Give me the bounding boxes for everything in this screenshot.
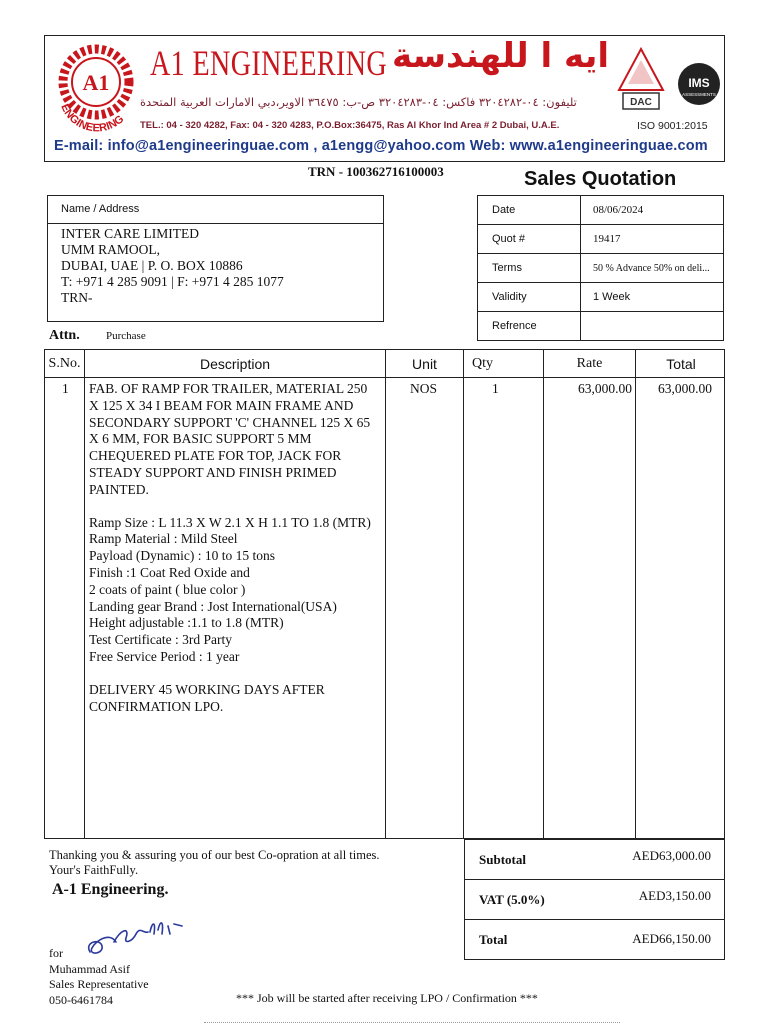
info-label: Terms: [478, 254, 581, 283]
item-description: [89, 381, 389, 731]
ims-badge: [676, 58, 722, 114]
logo-center-text: A1: [82, 70, 110, 95]
dac-badge: [616, 46, 666, 114]
address-label: Name / Address: [61, 203, 140, 215]
subtotal-label: Subtotal: [479, 852, 526, 867]
column-divider: [543, 350, 544, 838]
description-line: Landing gear Brand : Jost International(USA): [89, 598, 337, 614]
info-label: Validity: [478, 283, 581, 312]
column-divider: [463, 350, 464, 838]
info-value: [581, 312, 724, 341]
info-value: 08/06/2024: [581, 196, 724, 225]
item-rate: 63,000.00: [578, 381, 632, 396]
items-header: [45, 350, 724, 378]
description-line: 2 coats of paint ( blue color ): [89, 581, 246, 597]
description-line: CONFIRMATION LPO.: [89, 698, 224, 714]
company-name: A1 ENGINEERING: [150, 43, 388, 83]
info-label: Refrence: [478, 312, 581, 341]
address-line: DUBAI, UAE | P. O. BOX 10886: [61, 258, 243, 273]
rep-phone: 050-6461784: [49, 992, 113, 1007]
items-table: [44, 349, 725, 839]
description-line: Finish :1 Coat Red Oxide and: [89, 564, 250, 580]
item-total: 63,000.00: [658, 381, 712, 396]
description-line: X 6 MM, FOR BASIC SUPPORT 5 MM: [89, 431, 312, 447]
divider: [204, 1022, 620, 1023]
info-value: 1 Week: [581, 283, 724, 312]
quote-info-table: [477, 195, 724, 341]
info-label: Quot #: [478, 225, 581, 254]
job-note: *** Job will be started after receiving LPO / Confirmation ***: [236, 991, 538, 1005]
ims-sub-label: ASSESSMENTS: [682, 92, 716, 97]
faithfully-line: Your's FaithFully.: [49, 863, 139, 877]
info-value: 19417: [581, 225, 724, 254]
header-unit: Unit: [412, 356, 437, 372]
rep-name: Muhammad Asif: [49, 961, 130, 976]
info-row-quot: [478, 225, 724, 254]
sales-rep-block: [49, 946, 149, 1008]
address-line: T: +971 4 285 9091 | F: +971 4 285 1077: [61, 274, 284, 289]
info-value: 50 % Advance 50% on deli...: [581, 254, 724, 283]
description-line: Test Certificate : 3rd Party: [89, 632, 233, 648]
description-line: PAINTED.: [89, 481, 149, 497]
dac-label: DAC: [630, 97, 652, 108]
description-line: SECONDARY SUPPORT 'C' CHANNEL 125 X 65: [89, 414, 371, 430]
ims-label: IMS: [688, 76, 710, 90]
company-logo: [46, 40, 146, 136]
company-name-arabic: ايه ا للهندسة: [392, 36, 610, 76]
address-line: TRN-: [61, 290, 93, 305]
logo-ring-text: ENGINEERING: [58, 102, 127, 135]
thanks-line: Thanking you & assuring you of our best Co-opration at all times.: [49, 848, 380, 862]
item-unit: NOS: [410, 381, 438, 396]
address-line: INTER CARE LIMITED: [61, 226, 199, 241]
iso-certification: ISO 9001:2015: [637, 120, 708, 132]
column-divider: [84, 350, 85, 838]
total-label: Total: [479, 932, 508, 947]
vat-value: AED3,150.00: [638, 888, 711, 903]
info-row-date: [478, 196, 724, 225]
email-web-line: E-mail: info@a1engineeringuae.com , a1engg@yahoo.com Web: www.a1engineeringuae.com: [54, 138, 708, 154]
description-line: Ramp Material : Mild Steel: [89, 531, 238, 547]
totals-box: [464, 839, 725, 960]
description-line: Height adjustable :1.1 to 1.8 (MTR): [89, 615, 284, 631]
description-paragraph: [89, 682, 389, 716]
info-row-terms: [478, 254, 724, 283]
address-line: UMM RAMOOL,: [61, 242, 161, 257]
header-rate: Rate: [576, 356, 603, 371]
description-line: DELIVERY 45 WORKING DAYS AFTER: [89, 681, 325, 697]
trn-number: TRN - 100362716100003: [308, 164, 444, 179]
description-line: X 125 X 34 I BEAM FOR MAIN FRAME AND: [89, 397, 354, 413]
info-row-validity: [478, 283, 724, 312]
header-qty: Qty: [472, 356, 493, 371]
document-title: Sales Quotation: [524, 168, 677, 190]
description-line: FAB. OF RAMP FOR TRAILER, MATERIAL 250: [89, 381, 368, 396]
address-box: [47, 195, 384, 322]
attn-label: Attn.: [49, 328, 80, 343]
description-line: Free Service Period : 1 year: [89, 648, 240, 664]
item-qty: 1: [492, 381, 499, 396]
description-line: Payload (Dynamic) : 10 to 15 tons: [89, 548, 275, 564]
subtotal-row: [465, 840, 724, 880]
attn-value: Purchase: [106, 330, 146, 342]
info-row-reference: [478, 312, 724, 341]
header-sno: S.No.: [48, 356, 81, 371]
arabic-contact-line: تليفون: ٠٤-٣٢٠٤٢٨٢ فاكس: ٠٤-٣٢٠٤٢٨٣ ص-ب: ٣٦٤٧٥ الاوير،دبي الامارات العربية المتحدة: [140, 95, 577, 109]
contact-line: TEL.: 04 - 320 4282, Fax: 04 - 320 4283, P.O.Box:36475, Ras Al Khor Ind Area # 2 Dubai, U.A.E.: [140, 120, 560, 131]
for-label: for: [49, 946, 63, 960]
signing-company: A-1 Engineering.: [52, 881, 169, 898]
address-lines: [61, 226, 284, 306]
column-divider: [635, 350, 636, 838]
header-total: Total: [666, 356, 696, 372]
description-line: CHEQUERED PLATE FOR TOP, JACK FOR: [89, 448, 342, 464]
address-header: [48, 196, 383, 224]
rep-title: Sales Representative: [49, 977, 149, 991]
vat-row: [465, 880, 724, 920]
info-label: Date: [478, 196, 581, 225]
total-row: [465, 920, 724, 960]
total-value: AED66,150.00: [632, 931, 711, 946]
item-sno: 1: [62, 381, 69, 396]
subtotal-value: AED63,000.00: [632, 848, 711, 863]
thanks-note: [49, 848, 380, 878]
description-line: STEADY SUPPORT AND FINISH PRIMED: [89, 464, 337, 480]
description-paragraph: [89, 515, 389, 666]
description-paragraph: [89, 381, 389, 499]
header-description: Description: [199, 356, 271, 372]
description-line: Ramp Size : L 11.3 X W 2.1 X H 1.1 TO 1.8 (MTR): [89, 514, 371, 530]
vat-label: VAT (5.0%): [479, 892, 545, 907]
